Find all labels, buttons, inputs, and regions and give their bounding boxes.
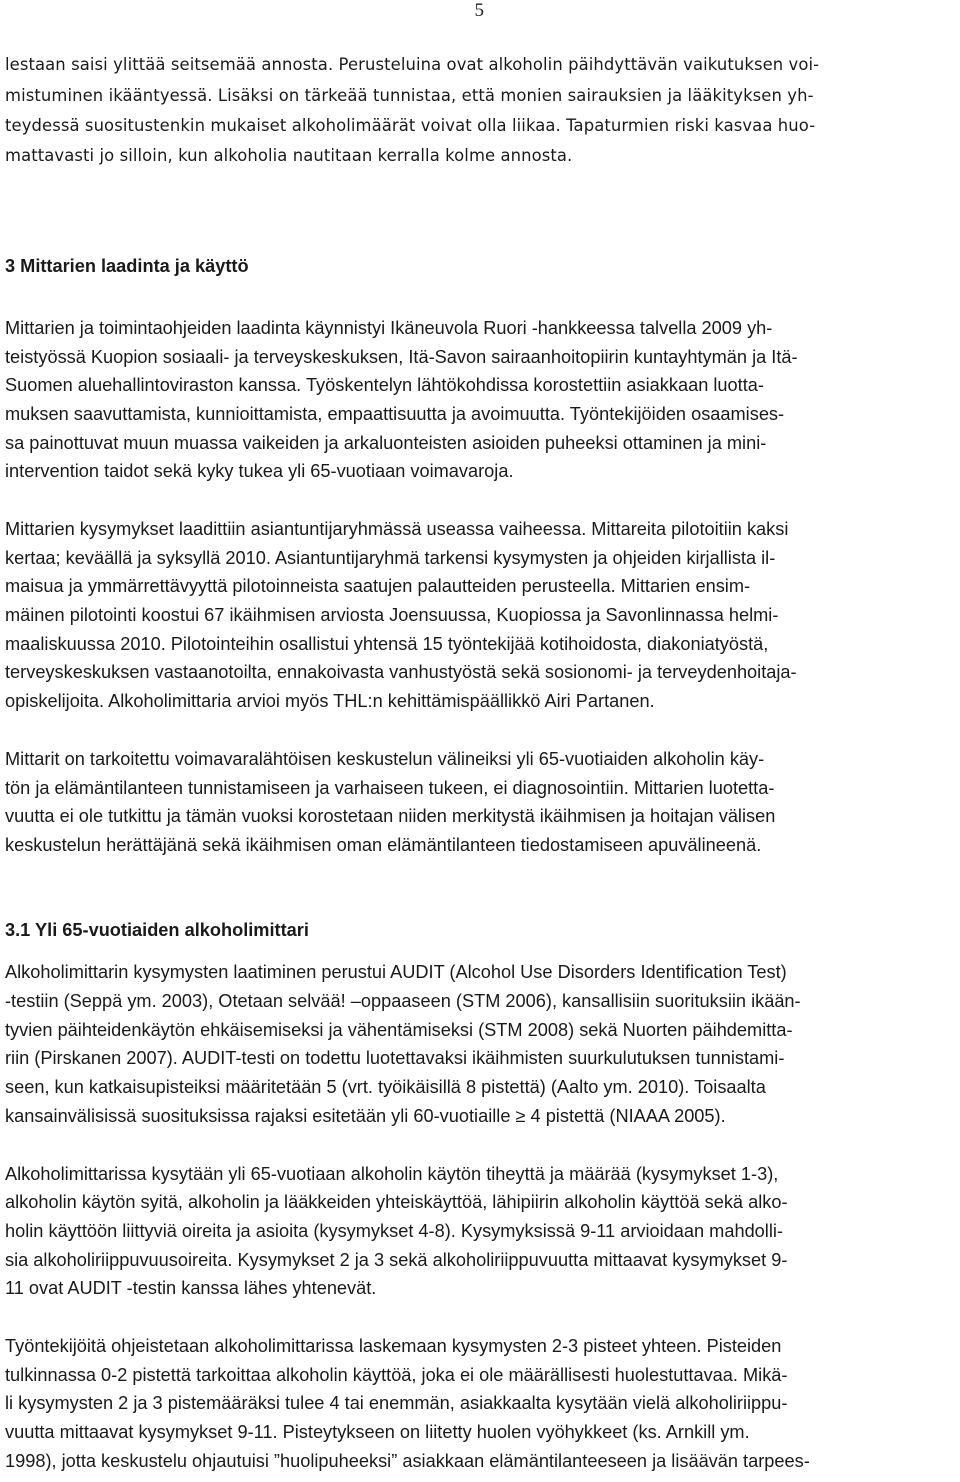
text-line: intervention taidot sekä kyky tukea yli 65-vuotiaan voimavaroja. bbox=[5, 461, 514, 481]
text-line: 11 ovat AUDIT -testin kanssa lähes yhtenevät. bbox=[5, 1278, 377, 1298]
text-line: 1998), jotta keskustelu ohjautuisi ”huolipuheeksi” asiakkaan elämäntilanteeseen ja lisäävän tarpees- bbox=[5, 1451, 810, 1471]
text-line: mäinen pilotointi koostui 67 ikäihmisen arviosta Joensuussa, Kuopiossa ja Savonlinnassa helmi- bbox=[5, 605, 779, 625]
subsection-heading: 3.1 Yli 65-vuotiaiden alkoholimittari bbox=[5, 920, 309, 940]
text-line: tulkinnassa 0-2 pistettä tarkoittaa alkoholin käyttöä, joka ei ole määrällisesti huolestuttavaa. Mikä- bbox=[5, 1365, 788, 1385]
text-line: Mittarien ja toimintaohjeiden laadinta käynnistyi Ikäneuvola Ruori -hankkeessa talvella 2009 yh- bbox=[5, 318, 773, 338]
text-line: terveyskeskuksen vastaanotoilta, ennakoivasta vanhustyöstä sekä sosionomi- ja terveydenhoitaja- bbox=[5, 662, 797, 682]
text-line: opiskelijoita. Alkoholimittaria arvioi myös THL:n kehittämispäällikkö Airi Partanen. bbox=[5, 691, 655, 711]
text-line: lestaan saisi ylittää seitsemää annosta. Perusteluina ovat alkoholin päihdyttävän vaikutuksen voi- bbox=[5, 55, 820, 74]
text-line: Suomen aluehallintoviraston kanssa. Työskentelyn lähtökohdissa korostettiin asiakkaan luotta- bbox=[5, 375, 764, 395]
text-line: sa painottuvat muun muassa vaikeiden ja arkaluonteisten asioiden puheeksi ottaminen ja mini- bbox=[5, 433, 767, 453]
text-line: -testiin (Seppä ym. 2003), Otetaan selvää! –oppaaseen (STM 2006), kansallisiin suorituksiin ikään- bbox=[5, 991, 801, 1011]
text-line: sia alkoholiriippuvuusoireita. Kysymykset 2 ja 3 sekä alkoholiriippuvuutta mittaavat kysymykset 9- bbox=[5, 1250, 788, 1270]
section-heading: 3 Mittarien laadinta ja käyttö bbox=[5, 256, 249, 276]
text-line: keskustelun herättäjänä sekä ikäihmisen oman elämäntilanteen tiedostamiseen apuvälineenä. bbox=[5, 835, 762, 855]
text-line: Alkoholimittarissa kysytään yli 65-vuotiaan alkoholin käytön tiheyttä ja määrää (kysymykset 1-3), bbox=[5, 1164, 779, 1184]
text-line: kertaa; keväällä ja syksyllä 2010. Asiantuntijaryhmä tarkensi kysymysten ja ohjeiden kirjallista il- bbox=[5, 548, 776, 568]
text-line: vuutta mittaavat kysymykset 9-11. Pisteytykseen on liitetty huolen vyöhykkeet (ks. Arnkill ym. bbox=[5, 1422, 750, 1442]
text-line: riin (Pirskanen 2007). AUDIT-testi on todettu luotettavaksi ikäihmisten suurkulutuksen tunnistami- bbox=[5, 1048, 785, 1068]
text-line: Alkoholimittarin kysymysten laatiminen perustui AUDIT (Alcohol Use Disorders Identification Test) bbox=[5, 962, 787, 982]
text-line: vuutta ei ole tutkittu ja tämän vuoksi korostetaan niiden merkitystä ikäihmisen ja hoitajan välisen bbox=[5, 806, 776, 826]
text-line: maaliskuussa 2010. Pilotointeihin osallistui yhtensä 15 työntekijää kotihoidosta, diakoniatyöstä, bbox=[5, 634, 769, 654]
text-line: kansainvälisissä suosituksissa rajaksi esitetään yli 60-vuotiaille ≥ 4 pistettä (NIAAA 2005). bbox=[5, 1106, 726, 1126]
page-number: 5 bbox=[474, 0, 484, 21]
text-line: maisua ja ymmärrettävyyttä pilotoinneista saatujen palautteiden perusteella. Mittarien ensim- bbox=[5, 576, 751, 596]
text-line: tön ja elämäntilanteen tunnistamiseen ja varhaiseen tukeen, ei diagnosointiin. Mittarien luotetta- bbox=[5, 778, 775, 798]
text-line: tyvien päihteidenkäytön ehkäisemiseksi ja vähentämiseksi (STM 2008) sekä Nuorten päihdemitta- bbox=[5, 1020, 793, 1040]
text-line: mistuminen ikääntyessä. Lisäksi on tärkeää tunnistaa, että monien sairauksien ja lääkityksen yh- bbox=[5, 86, 814, 105]
text-line: mattavasti jo silloin, kun alkoholia nautitaan kerralla kolme annosta. bbox=[5, 146, 573, 165]
text-line: li kysymysten 2 ja 3 pistemääräksi tulee 4 tai enemmän, asiakkaalta kysytään vielä alkoholiriippu- bbox=[5, 1393, 788, 1413]
text-line: holin käyttöön liittyviä oireita ja asioita (kysymykset 4-8). Kysymyksissä 9-11 arvioidaan mahdolli- bbox=[5, 1221, 783, 1241]
text-line: Työntekijöitä ohjeistetaan alkoholimittarissa laskemaan kysymysten 2-3 pisteet yhteen. Pisteiden bbox=[5, 1336, 782, 1356]
text-line: teistyössä Kuopion sosiaali- ja terveyskeskuksen, Itä-Savon sairaanhoitopiirin kuntayhtymän ja Itä- bbox=[5, 347, 798, 367]
text-line: alkoholin käytön syitä, alkoholin ja lääkkeiden yhteiskäyttöä, lähipiirin alkoholin käyttöä sekä alko- bbox=[5, 1192, 788, 1212]
text-line: Mittarien kysymykset laadittiin asiantuntijaryhmässä useassa vaiheessa. Mittareita pilotoitiin kaksi bbox=[5, 519, 789, 539]
text-line: teydessä suositustenkin mukaiset alkoholimäärät voivat olla liikaa. Tapaturmien riski kasvaa huo- bbox=[5, 116, 816, 135]
text-line: Mittarit on tarkoitettu voimavaralähtöisen keskustelun välineiksi yli 65-vuotiaiden alkoholin käy- bbox=[5, 749, 765, 769]
text-line: seen, kun katkaisupisteiksi määritetään 5 (vrt. työikäisillä 8 pistettä) (Aalto ym. 2010). Toisaalta bbox=[5, 1077, 766, 1097]
text-line: muksen saavuttamista, kunnioittamista, empaattisuutta ja avoimuutta. Työntekijöiden osaamises- bbox=[5, 404, 785, 424]
